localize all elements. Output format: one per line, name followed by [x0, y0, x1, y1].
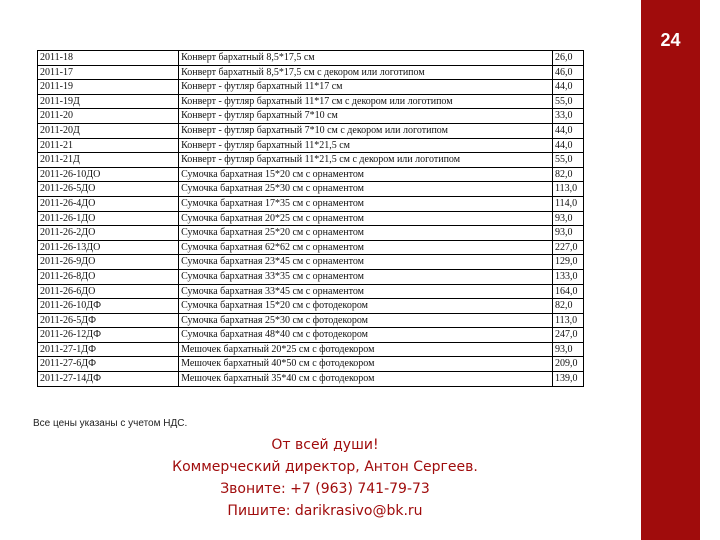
table-row [38, 153, 584, 168]
name-cell: Конверт - футляр бархатный 7*10 см [179, 109, 553, 124]
code-cell: 2011-26-6ДО [38, 284, 179, 299]
name-cell: Конверт бархатный 8,5*17,5 см [179, 51, 553, 66]
price-cell: 93,0 [553, 211, 584, 226]
price-cell: 82,0 [553, 167, 584, 182]
table-row [38, 211, 584, 226]
price-cell: 227,0 [553, 240, 584, 255]
price-cell: 26,0 [553, 51, 584, 66]
code-cell: 2011-21 [38, 138, 179, 153]
name-cell: Сумочка бархатная 15*20 см с фотодекором [179, 299, 553, 314]
name-cell: Конверт - футляр бархатный 11*17 см [179, 80, 553, 95]
name-cell: Сумочка бархатная 20*25 см с орнаментом [179, 211, 553, 226]
price-cell: 33,0 [553, 109, 584, 124]
signature-director: Коммерческий директор, Антон Сергеев. [172, 459, 478, 475]
price-cell: 93,0 [553, 226, 584, 241]
code-cell: 2011-26-8ДО [38, 269, 179, 284]
price-cell: 129,0 [553, 255, 584, 270]
table-row [38, 313, 584, 328]
code-cell: 2011-27-14ДФ [38, 372, 179, 387]
signature-block [120, 434, 530, 522]
name-cell: Сумочка бархатная 62*62 см с орнаментом [179, 240, 553, 255]
signature-email[interactable]: Пишите: darikrasivo@bk.ru [227, 503, 423, 519]
price-cell: 44,0 [553, 123, 584, 138]
price-cell: 46,0 [553, 65, 584, 80]
code-cell: 2011-26-13ДО [38, 240, 179, 255]
code-cell: 2011-20 [38, 109, 179, 124]
code-cell: 2011-26-10ДФ [38, 299, 179, 314]
table-row [38, 138, 584, 153]
name-cell: Конверт - футляр бархатный 11*17 см с декором или логотипом [179, 94, 553, 109]
table-row [38, 167, 584, 182]
table-row [38, 372, 584, 387]
table-row [38, 123, 584, 138]
table-row [38, 269, 584, 284]
table-row [38, 65, 584, 80]
name-cell: Сумочка бархатная 15*20 см с орнаментом [179, 167, 553, 182]
table-row [38, 284, 584, 299]
table-row [38, 226, 584, 241]
code-cell: 2011-26-9ДО [38, 255, 179, 270]
code-cell: 2011-20Д [38, 123, 179, 138]
table-row [38, 299, 584, 314]
code-cell: 2011-26-5ДО [38, 182, 179, 197]
code-cell: 2011-18 [38, 51, 179, 66]
table-row [38, 80, 584, 95]
table-row [38, 196, 584, 211]
code-cell: 2011-26-2ДО [38, 226, 179, 241]
name-cell: Конверт - футляр бархатный 7*10 см с декором или логотипом [179, 123, 553, 138]
table-row [38, 51, 584, 66]
table-row [38, 342, 584, 357]
code-cell: 2011-19Д [38, 94, 179, 109]
table-row [38, 255, 584, 270]
name-cell: Сумочка бархатная 25*20 см с орнаментом [179, 226, 553, 241]
price-cell: 44,0 [553, 138, 584, 153]
signature-greeting: От всей души! [271, 437, 379, 453]
code-cell: 2011-26-12ДФ [38, 328, 179, 343]
price-cell: 55,0 [553, 153, 584, 168]
code-cell: 2011-26-5ДФ [38, 313, 179, 328]
price-table-body [38, 51, 584, 387]
price-cell: 139,0 [553, 372, 584, 387]
name-cell: Конверт - футляр бархатный 11*21,5 см с декором или логотипом [179, 153, 553, 168]
price-cell: 82,0 [553, 299, 584, 314]
name-cell: Сумочка бархатная 25*30 см с орнаментом [179, 182, 553, 197]
price-cell: 44,0 [553, 80, 584, 95]
name-cell: Сумочка бархатная 23*45 см с орнаментом [179, 255, 553, 270]
signature-phone: Звоните: +7 (963) 741-79-73 [220, 481, 430, 497]
name-cell: Сумочка бархатная 33*35 см с орнаментом [179, 269, 553, 284]
name-cell: Сумочка бархатная 48*40 см с фотодекором [179, 328, 553, 343]
table-row [38, 182, 584, 197]
table-row [38, 328, 584, 343]
code-cell: 2011-21Д [38, 153, 179, 168]
code-cell: 2011-17 [38, 65, 179, 80]
price-table [37, 50, 584, 387]
price-cell: 164,0 [553, 284, 584, 299]
name-cell: Конверт - футляр бархатный 11*21,5 см [179, 138, 553, 153]
code-cell: 2011-27-1ДФ [38, 342, 179, 357]
name-cell: Сумочка бархатная 17*35 см с орнаментом [179, 196, 553, 211]
name-cell: Мешочек бархатный 20*25 см с фотодекором [179, 342, 553, 357]
accent-side-bar [641, 0, 700, 540]
price-cell: 55,0 [553, 94, 584, 109]
page-number: 24 [660, 30, 681, 50]
name-cell: Мешочек бархатный 35*40 см с фотодекором [179, 372, 553, 387]
name-cell: Сумочка бархатная 33*45 см с орнаментом [179, 284, 553, 299]
price-cell: 133,0 [553, 269, 584, 284]
code-cell: 2011-27-6ДФ [38, 357, 179, 372]
name-cell: Конверт бархатный 8,5*17,5 см с декором или логотипом [179, 65, 553, 80]
table-row [38, 94, 584, 109]
name-cell: Мешочек бархатный 40*50 см с фотодекором [179, 357, 553, 372]
price-cell: 113,0 [553, 313, 584, 328]
name-cell: Сумочка бархатная 25*30 см с фотодекором [179, 313, 553, 328]
code-cell: 2011-26-4ДО [38, 196, 179, 211]
price-cell: 209,0 [553, 357, 584, 372]
price-cell: 247,0 [553, 328, 584, 343]
price-cell: 113,0 [553, 182, 584, 197]
table-row [38, 109, 584, 124]
vat-note: Все цены указаны с учетом НДС. [33, 418, 188, 429]
code-cell: 2011-26-1ДО [38, 211, 179, 226]
code-cell: 2011-19 [38, 80, 179, 95]
code-cell: 2011-26-10ДО [38, 167, 179, 182]
table-row [38, 357, 584, 372]
table-row [38, 240, 584, 255]
price-cell: 114,0 [553, 196, 584, 211]
price-cell: 93,0 [553, 342, 584, 357]
